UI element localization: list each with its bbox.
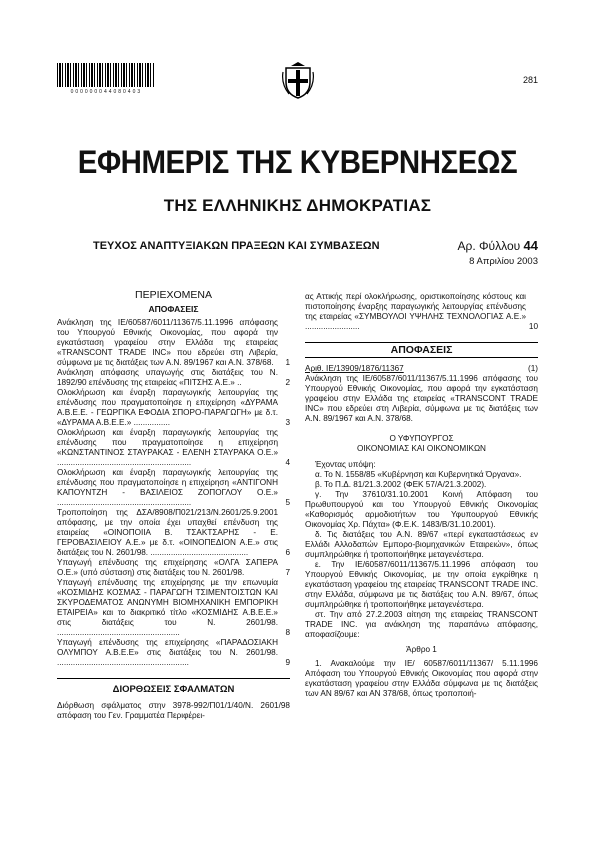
decisions-heading: ΑΠΟΦΑΣΕΙΣ xyxy=(305,342,538,358)
barcode-number: 0 0 0 0 0 0 0 4 4 0 8 0 4 0 3 xyxy=(70,89,141,95)
contents-entry[interactable]: Ανάκληση απόφασης υπαγωγής στις διατάξεις του Ν. 1892/90 επένδυσης της εταιρείας «ΠΙΤΣΗΣ Α.Ε.» .. 2 xyxy=(57,368,290,387)
contents-entry[interactable]: Τροποποίηση της ΔΣΑ/8908/Π021/213/Ν.2601/25.9.2001 απόφασης, με την οποία έχει υπαχθεί επένδυση της εταιρείας «ΟΙΝΟΠΟΙΙΑ Β. ΤΣΑΚΤΣΑΡΗΣ - Ε. ΓΕΡΟΒΑΣΙΛΕΙΟΥ Α.Ε.» με δ.τ. «ΟΙΝΟΠΕΔΙΟΝ Α.Ε.» στις διατάξεις του Ν. 2601/98. ........................................... 6 xyxy=(57,508,290,557)
recital-item: δ. Τις διατάξεις του Α.Ν. 89/67 «περί εγκαταστάσεως εν Ελλάδι Αλλοδαπών Εμπορο-βιομηχανικών Εταιρειών», όπως συμπληρώθηκε ή τροποποιήθηκε μεταγενέστερα. xyxy=(305,530,538,559)
contents-entry[interactable]: Ολοκλήρωση και έναρξη παραγωγικής λειτουργίας της επένδυσης που πραγματοποίησε η επιχείρηση «ΚΩΝΣΤΑΝΤΙΝΟΣ ΣΤΑΥΡΑΚΑΣ - ΕΛΕΝΗ ΣΤΑΥΡΑΚΑ Ο.Ε.» ........................................................... 4 xyxy=(57,428,290,467)
minister-ministry: ΟΙΚΟΝΟΜΙΑΣ ΚΑΙ ΟΙΚΟΝΟΜΙΚΩΝ xyxy=(357,444,486,453)
having-regard: Έχοντας υπόψη: xyxy=(315,460,376,469)
issue-date: 8 Απριλίου 2003 xyxy=(469,256,538,267)
minister-title: Ο ΥΦΥΠΟΥΡΓΟΣ xyxy=(389,434,454,443)
decision-reference xyxy=(305,364,538,374)
recital-item: ε. Την ΙΕ/60587/6011/11367/5.11.1996 απόφαση του Υπουργού Εθνικής Οικονομίας, με την οποία εγκρίθηκε η εγκατάσταση γραφείου της εταιρείας TRANSCONT TRADE INC. στην Ελλάδα, σύμφωνα με τις διατάξεις του Α.Ν. 89/67, όπως συμπληρώθηκε ή τροποποιήθηκε μεταγενέστερα. xyxy=(305,560,538,609)
contents-entry[interactable]: ας Αττικής περί ολοκλήρωσης, οριστικοποίησης κόστους και πιστοποίησης έναρξης παραγωγικής λειτουργίας επένδυσης της εταιρείας «ΣΥΜΒΟΥΛΟΙ ΥΨΗΛΗΣ ΤΕΧΝΟΛΟΓΙΑΣ Α.Ε.» ........................ 10 xyxy=(305,292,538,331)
contents-entry[interactable]: Υπαγωγή επένδυσης της επιχείρησης με την επωνυμία «ΚΟΣΜΙΔΗΣ ΚΟΣΜΑΣ - ΠΑΡΑΓΩΓΗ ΤΣΙΜΕΝΤΟΙΣΤΩΝ ΚΑΙ ΣΚΥΡΟΔΕΜΑΤΟΣ ΑΝΩΝΥΜΗ ΒΙΟΜΗΧΑΝΙΚΗ ΕΜΠΟΡΙΚΗ ΕΤΑΙΡΕΙΑ» και το διακριτικό τίτλο «ΚΟΣΜΙΔΗΣ Α.Β.Ε.Ε.» στις διατάξεις του Ν. 2601/98. ...................................................... 8 xyxy=(57,578,290,637)
right-column xyxy=(305,292,538,699)
corrections-text: Διόρθωση σφάλματος στην 3978-992/Π01/1/40/Ν. 2601/98 απόφαση του Γεν. Γραμματέα Περιφέρει- xyxy=(57,701,290,720)
recital-item: στ. Την από 27.2.2003 αίτηση της εταιρείας TRANSCONT TRADE INC. για ανάκληση της παραπάνω απόφασης, αποφασίζουμε: xyxy=(305,610,538,639)
article-heading: Άρθρο 1 xyxy=(406,645,437,654)
left-column xyxy=(57,290,290,721)
recital-item: α. Το Ν. 1558/85 «Κυβέρνηση και Κυβερνητικά Όργανα». xyxy=(315,470,522,479)
sheet-value: 44 xyxy=(523,238,538,253)
contents-heading: ΠΕΡΙΕΧΟΜΕΝΑ xyxy=(134,289,213,301)
sheet-number xyxy=(457,238,538,253)
issue-name: ΤΕΥΧΟΣ ΑΝΑΠΤΥΞΙΑΚΩΝ ΠΡΑΞΕΩΝ ΚΑΙ ΣΥΜΒΑΣΕΩΝ xyxy=(93,240,380,252)
sheet-label: Αρ. Φύλλου xyxy=(457,239,521,253)
greek-emblem-icon xyxy=(281,60,315,100)
contents-list xyxy=(57,318,290,668)
gazette-title: ΕΦΗΜΕΡΙΣ ΤΗΣ ΚΥΒΕΡΝΗΣΕΩΣ xyxy=(77,144,518,180)
barcode xyxy=(57,63,154,87)
corrections-heading: ΔΙΟΡΘΩΣΕΙΣ ΣΦΑΛΜΑΤΩΝ xyxy=(57,678,290,695)
contents-entry[interactable]: Υπαγωγή επένδυσης της επιχείρησης «ΠΑΡΑΔΟΣΙΑΚΗ ΟΛΥΜΠΟΥ Α.Β.Ε.Ε» στις διατάξεις του Ν. 2601/98. .......................................................... 9 xyxy=(57,638,290,667)
decision-summary: Ανάκληση της ΙΕ/60587/6011/11367/5.11.1996 απόφασης του Υπουργού Εθνικής Οικονομίας, που αφορά την εγκατάσταση γραφείου στην Ελλάδα της εταιρείας «TRANSCONT TRADE INC» που εδρεύει στη Λιβερία, σύμφωνα με τις διατάξεις των Α.Ν. 89/1967 και Α.Ν. 378/68. xyxy=(305,374,538,423)
contents-entry[interactable]: Ανάκληση της ΙΕ/60587/6011/11367/5.11.1996 απόφασης του Υπουργού Εθνικής Οικονομίας, που αφορά την εγκατάσταση γραφείου στην Ελλάδα της εταιρείας «TRANSCONT TRADE INC» που εδρεύει στη Λιβερία, σύμφωνα με τις διατάξεις των Α.Ν. 89/1967 και Α.Ν. 378/68. 1 xyxy=(57,318,290,367)
gazette-subtitle: ΤΗΣ ΕΛΛΗΝΙΚΗΣ ΔΗΜΟΚΡΑΤΙΑΣ xyxy=(163,196,432,215)
recital-item: β. Το Π.Δ. 81/21.3.2002 (ΦΕΚ 57/Α/21.3.2002). xyxy=(315,480,487,489)
recital-item: γ. Την 37610/31.10.2001 Κοινή Απόφαση του Πρωθυπουργού και του Υπουργού Εθνικής Οικονομίας «Καθορισμός αρμοδιοτήτων του Υφυπουργού Εθνικής Οικονομίας Χρ. Πάχτα» (Φ.Ε.Κ. 1483/Β/31.10.2001). xyxy=(305,490,538,529)
decisions-subheading: ΑΠΟΦΑΣΕΙΣ xyxy=(148,304,199,314)
article-text: 1. Ανακαλούμε την ΙΕ/ 60587/6011/11367/ 5.11.1996 Απόφαση του Υπουργού Εθνικής Οικονομίας που αφορά στην εγκατάσταση γραφείου στην Ελλάδα σύμφωνα με τις διατάξεις των ΑΝ 89/67 και ΑΝ 378/68, όπως τροποποιή- xyxy=(305,659,538,698)
contents-entry[interactable]: Ολοκλήρωση και έναρξη παραγωγικής λειτουργίας της επένδυσης που πραγματοποίησε η επιχείρηση «ΔΥΡΑΜΑ Α.Β.Ε.Ε. - ΓΕΩΡΓΙΚΑ ΕΦΟΔΙΑ ΣΠΟΡΟ-ΠΑΡΑΓΩΓΗ» με δ.τ. «ΔΥΡΑΜΑ Α.Β.Ε.Ε.» ................ 3 xyxy=(57,388,290,427)
contents-entry[interactable]: Υπαγωγή επένδυσης της επιχείρησης «ΟΛΓΑ ΣΑΠΕΡΑ Ο.Ε.» (υπό σύσταση) στις διατάξεις του Ν. 2601/98. 7 xyxy=(57,558,290,577)
decision-ref-number: Αριθ. ΙΕ/13909/1876/11367 xyxy=(305,364,404,373)
page-number: 281 xyxy=(522,75,538,85)
decision-ref-index: (1) xyxy=(527,364,538,373)
contents-entry[interactable]: Ολοκλήρωση και έναρξη παραγωγικής λειτουργίας της επένδυσης που πραγματοποίησε η επιχείρηση «ΑΝΤΙΓΟΝΗ ΚΑΠΟΥΝΤΖΗ - ΒΑΣΙΛΕΙΟΣ ΖΟΠΟΓΛΟΥ Ο.Ε.» ........................................................... 5 xyxy=(57,468,290,507)
